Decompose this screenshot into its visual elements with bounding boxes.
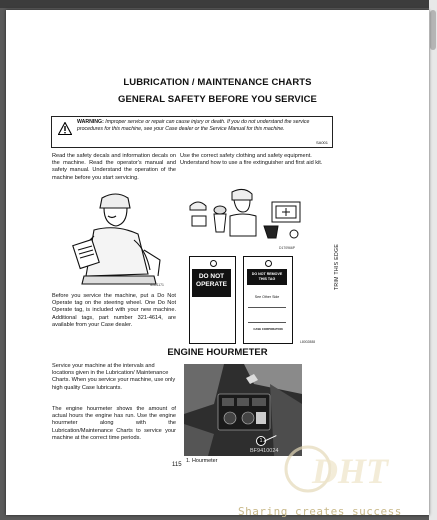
warning-box	[51, 116, 333, 148]
worker-caption: M401171	[150, 283, 164, 287]
tags-caption: L8002888	[300, 340, 316, 344]
worker-reading-manual-illustration	[64, 190, 166, 286]
scrollbar-thumb[interactable]	[430, 10, 436, 50]
do-not-remove-tag	[243, 256, 293, 344]
safety-equipment-illustration	[186, 186, 306, 244]
trim-edge-text: TRIM THIS EDGE	[334, 243, 340, 291]
hourmeter-paragraph-1: Service your machine at the intervals and locations given in the Lubrication/ Maintenance Charts. When you service your machine, use only high quality Case lubricants.	[52, 363, 176, 391]
photo-legend: 1. Hourmeter	[186, 458, 218, 464]
warning-label: WARNING:	[77, 119, 104, 125]
safety-decals-paragraph: Read the safety decals and information decals on the machine. Read the operator's manual and safety manual. Understand the operation of the machine before you start servicing.	[52, 153, 176, 181]
watermark-logo-text: DHT	[312, 451, 388, 491]
do-not-operate-paragraph: Before you service the machine, put a Do Not Operate tag on the steering wheel. One Do Not Operate tag, is included with your new machine. Additional tags, part number 321-4614, are available from your Case dealer.	[52, 293, 176, 328]
do-not-operate-label: DO NOT OPERATE	[192, 269, 231, 297]
watermark-slogan: Sharing creates success	[238, 505, 402, 518]
tag-form-lines	[248, 307, 286, 323]
section-title: ENGINE HOURMETER	[167, 347, 268, 358]
see-other-side-text: See Other Side	[254, 295, 280, 299]
hourmeter-paragraph-2: The engine hourmeter shows the amount of actual hours the engine has run. Use the engine hourmeter along with the Lubrication/Maintenance Charts to service your machine at the correct time periods.	[52, 406, 176, 441]
do-not-remove-line1: DO NOT REMOVE	[251, 272, 283, 276]
do-not-remove-line2: THIS TAG	[258, 276, 276, 281]
document-page	[6, 10, 429, 515]
page-number: 115	[172, 462, 182, 468]
do-not-operate-tag	[189, 256, 236, 344]
warning-text: Improper service or repair can cause injury or death. If you do not understand the service procedures for this machine, see your Case dealer or the Service Manual for this machine.	[77, 119, 310, 132]
page-title: LUBRICATION / MAINTENANCE CHARTS	[123, 77, 312, 88]
equipment-caption: D170966P	[279, 246, 296, 250]
warning-triangle-icon	[58, 122, 72, 135]
vertical-scrollbar[interactable]	[429, 0, 437, 520]
safety-equipment-paragraph: Use the correct safety clothing and safety equipment. Understand how to use a fire extinguisher and first aid kit.	[180, 153, 323, 167]
warning-code: SA001	[315, 140, 328, 145]
dht-watermark-logo	[270, 443, 430, 503]
viewer-top-bar	[0, 0, 437, 8]
page-subtitle: GENERAL SAFETY BEFORE YOU SERVICE	[118, 94, 317, 105]
hourmeter-callout-marker: 1	[256, 436, 266, 446]
tag-hole-icon	[265, 260, 272, 267]
case-corporation-text: CASE CORPORATION	[253, 327, 283, 331]
tag-hole-icon	[210, 260, 217, 267]
photo-code: BF9410024	[250, 448, 279, 454]
